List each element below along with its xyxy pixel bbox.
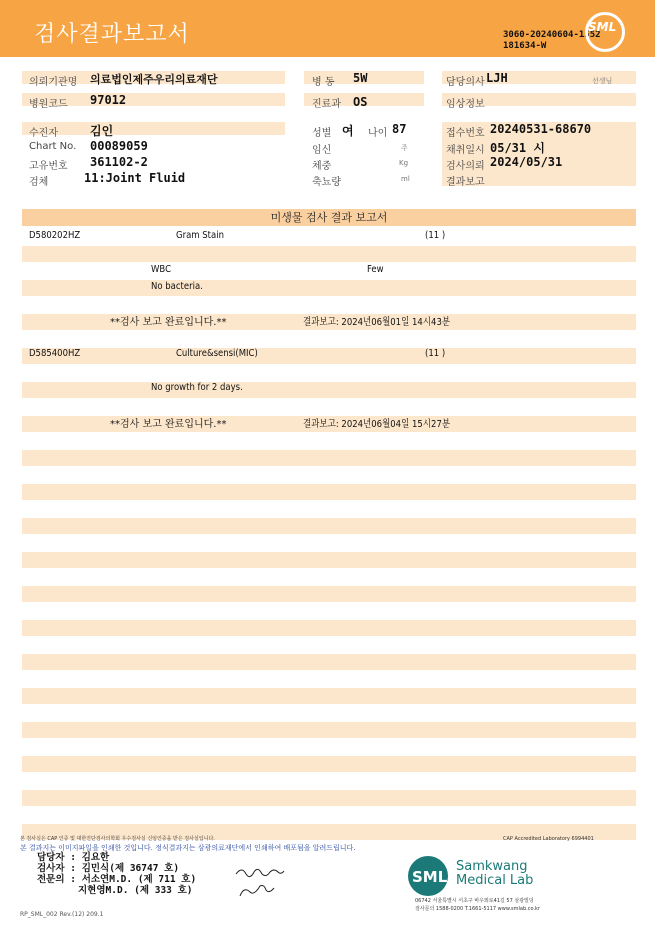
hospital-code-value: 97012	[90, 93, 127, 107]
staff-specialist-2: 지현영M.D. (제 333 호)	[78, 885, 193, 896]
staff-block	[37, 852, 196, 896]
row-stripe	[22, 790, 636, 806]
test1-wbc-value: Few	[367, 264, 384, 275]
test1-name: Gram Stain	[176, 230, 224, 241]
lab-logo-text: SML	[412, 868, 448, 886]
test2-code: D585400HZ	[29, 348, 81, 359]
test1-complete: **검사 보고 완료입니다.**	[110, 317, 227, 328]
hospital-code-label: 병원코드	[29, 99, 68, 110]
reception-label: 접수번호	[446, 128, 485, 139]
chart-value: 00089059	[90, 139, 148, 153]
urine-unit: ml	[401, 175, 410, 183]
staff-examiner: 검사자 : 김민식(제 36747 호)	[37, 863, 180, 874]
section-title: 미생물 검사 결과 보고서	[22, 209, 636, 226]
age-value: 87	[392, 122, 407, 136]
test2-name: Culture&sensi(MIC)	[176, 348, 258, 359]
ward-value: 5W	[353, 71, 368, 85]
specimen-label: 검체	[29, 177, 49, 188]
sml-logo-text: SML	[588, 20, 617, 34]
unique-label: 고유번호	[29, 161, 68, 172]
test1-code: D580202HZ	[29, 230, 81, 241]
patient-label: 수진자	[29, 128, 58, 139]
reception-value: 20240531-68670	[490, 122, 592, 136]
signature-icon	[232, 862, 292, 902]
row-stripe	[22, 518, 636, 534]
collect-value: 05/31 시	[490, 141, 545, 155]
unique-value: 361102-2	[90, 155, 148, 169]
form-code: RP_SML_002 Rev.(12) 209.1	[20, 911, 104, 918]
chart-label: Chart No.	[29, 141, 77, 152]
patient-value: 김인	[90, 124, 114, 138]
collect-label: 채취일시	[446, 145, 485, 156]
lab-name-line2: Medical Lab	[456, 873, 534, 888]
request-value: 2024/05/31	[490, 155, 563, 169]
test1-wbc-label: WBC	[151, 264, 172, 275]
test2-result: No growth for 2 days.	[151, 382, 243, 393]
request-label: 검사의뢰	[446, 161, 485, 172]
row-stripe	[22, 586, 636, 602]
weight-label: 체중	[312, 161, 332, 172]
doctor-label: 담당의사	[446, 77, 485, 88]
sex-label: 성별	[312, 128, 332, 139]
row-stripe	[22, 484, 636, 500]
urine-label: 축뇨량	[312, 177, 341, 188]
row-stripe	[22, 450, 636, 466]
institution-label: 의뢰기관명	[29, 77, 78, 88]
row-stripe	[22, 722, 636, 738]
test1-report-time: 결과보고: 2024년06월01일 14시43분	[303, 317, 451, 328]
dept-value: OS	[353, 95, 368, 109]
weight-unit: Kg	[399, 159, 409, 167]
sex-value: 여	[342, 124, 354, 138]
pregnancy-label: 임신	[312, 145, 332, 156]
lab-contact: 검사문의 1588-0200 T.1661-5117 www.smlab.co.kr	[415, 906, 540, 912]
clinical-info-label: 임상정보	[446, 99, 485, 110]
document-id-line1: 3060-20240604-1552	[503, 30, 601, 40]
document-id-line2: 181634-W	[503, 41, 547, 51]
row-stripe	[22, 654, 636, 670]
row-stripe	[22, 620, 636, 636]
footer-note-image: 본 결과지는 이미지파일을 인쇄한 것입니다. 정식결과지는 삼광의료재단에서 인쇄하여 배포됨을 알려드립니다.	[20, 844, 356, 852]
staff-contact: 담당자 : 김요한	[37, 852, 110, 863]
age-label: 나이	[368, 128, 388, 139]
page-title: 검사결과보고서	[34, 22, 190, 47]
row-stripe	[22, 382, 636, 398]
test2-report-time: 결과보고: 2024년06월04일 15시27분	[303, 419, 451, 430]
test2-complete: **검사 보고 완료입니다.**	[110, 419, 227, 430]
institution-value: 의료법인제주우리의료재단	[90, 73, 218, 86]
pregnancy-unit: 주	[401, 144, 408, 152]
doctor-value: LJH	[486, 71, 508, 85]
row-stripe	[22, 348, 636, 364]
row-stripe	[22, 688, 636, 704]
row-stripe	[22, 280, 636, 296]
lab-address: 06742 서울특별시 서초구 바우뫼로41길 57 삼광빌딩	[415, 898, 534, 904]
row-stripe	[22, 552, 636, 568]
footer-note-cap: 본 검사실은 CAP 인증 및 대한진단검사의학회 우수검사실 신임인증을 받은 검사실입니다.	[20, 836, 215, 842]
test1-result: No bacteria.	[151, 281, 203, 292]
row-stripe	[22, 756, 636, 772]
ward-label: 병 동	[312, 77, 335, 88]
report-label: 결과보고	[446, 177, 485, 188]
lab-name	[456, 860, 533, 888]
lab-name-line1: Samkwang	[456, 859, 528, 874]
cap-accreditation: CAP Accredited Laboratory 6994401	[503, 836, 594, 842]
dept-label: 진료과	[312, 99, 341, 110]
specimen-value: 11:Joint Fluid	[84, 171, 186, 185]
doctor-suffix: 선생님	[592, 77, 613, 85]
row-stripe	[22, 246, 636, 262]
test2-specimen: (11 )	[425, 348, 446, 359]
info-band	[22, 122, 285, 135]
test1-specimen: (11 )	[425, 230, 446, 241]
staff-specialist: 전문의 : 서소연M.D. (제 711 호)	[37, 874, 197, 885]
